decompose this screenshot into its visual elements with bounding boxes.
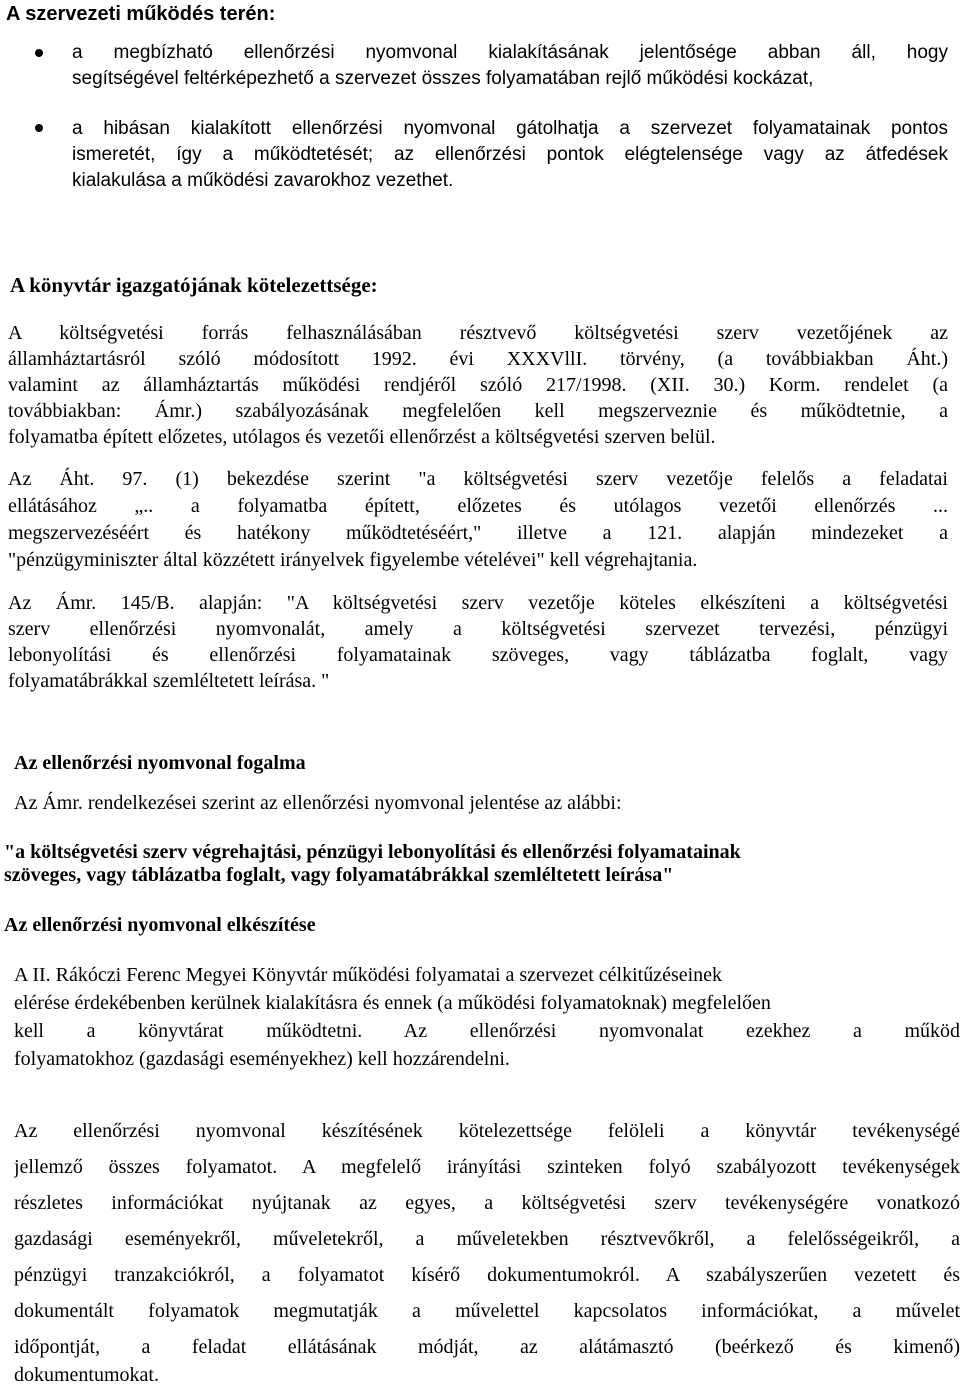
para-konyvtar-line-2: elérése érdekébenben kerülnek kialakításra és ennek (a működési folyamatoknak) megfelelően xyxy=(14,992,771,1014)
bullet-2-line-2: ismeretét, így a működtetését; az ellenőrzési pontok elégtelensége vagy az átfedések xyxy=(72,144,948,165)
para-konyvtar-line-1: A II. Rákóczi Ferenc Megyei Könyvtár működési folyamatai a szervezet célkitűzéseinek xyxy=(14,964,723,986)
para-kotelezettseg2-line-1: Az ellenőrzési nyomvonal készítésének kötelezettsége felöleli a könyvtár tevékenységé xyxy=(14,1120,960,1142)
para-kotelezettseg2-line-5: pénzügyi tranzakciókról, a folyamatot kísérő dokumentumokról. A szabályszerűen vezetett és xyxy=(14,1264,960,1286)
para-kotelezettseg-line-3: valamint az államháztartás működési rendjéről szóló 217/1998. (XII. 30.) Korm. rendelet (a xyxy=(8,374,948,396)
para-amr-line-2: szerv ellenőrzési nyomvonalát, amely a költségvetési szervezet tervezési, pénzügyi xyxy=(8,618,948,640)
para-kotelezettseg-line-2: államháztartásról szóló módosított 1992. évi XXXVllI. törvény, (a továbbiakban Áht.) xyxy=(8,348,948,370)
para-aht-line-1: Az Áht. 97. (1) bekezdése szerint "a költségvetési szerv vezetője felelős a feladatai xyxy=(8,468,948,490)
bullet-2-line-3: kialakulása a működési zavarokhoz vezethet. xyxy=(72,170,454,191)
section-heading-nyomvonal-fogalma: Az ellenőrzési nyomvonal fogalma xyxy=(14,752,306,774)
para-aht-line-4: "pénzügyminiszter által közzétett irányelvek figyelembe vételévei" kell végrehajtania. xyxy=(8,549,698,571)
para-amr-line-4: folyamatábrákkal szemléltetett leírása. " xyxy=(8,670,330,692)
section-heading-igazgato-kotelezettsege: A könyvtár igazgatójának kötelezettsége: xyxy=(10,273,378,297)
definition-quote-line-1: "a költségvetési szerv végrehajtási, pénzügyi lebonyolítási és ellenőrzési folyamatainak xyxy=(4,841,741,863)
para-kotelezettseg2-line-4: gazdasági eseményekről, műveletekről, a műveletekben résztvevőkről, a felelősségeikről, a xyxy=(14,1228,960,1250)
bullet-dot xyxy=(35,124,43,132)
para-kotelezettseg2-line-6: dokumentált folyamatok megmutatják a művelettel kapcsolatos információkat, a művelet xyxy=(14,1300,960,1322)
bullet-1-line-1: a megbízható ellenőrzési nyomvonal kialakításának jelentősége abban áll, hogy xyxy=(72,42,948,63)
para-kotelezettseg2-line-3: részletes információkat nyújtanak az egyes, a költségvetési szerv tevékenységére vonatkozó xyxy=(14,1192,960,1214)
bullet-1-line-2: segítségével feltérképezhető a szervezet összes folyamatában rejlő működési kockázat, xyxy=(72,68,814,89)
para-aht-line-3: megszervezéséért és hatékony működtetéséért," illetve a 121. alapján mindezeket a xyxy=(8,522,948,544)
bullet-dot xyxy=(35,49,43,57)
para-kotelezettseg-line-5: folyamatba épített előzetes, utólagos és vezetői ellenőrzést a költségvetési szerven belül. xyxy=(8,426,716,448)
para-amr-line-1: Az Ámr. 145/B. alapján: "A költségvetési szerv vezetője köteles elkészíteni a költségvetési xyxy=(8,592,948,614)
para-konyvtar-line-4: folyamatokhoz (gazdasági eseményekhez) kell hozzárendelni. xyxy=(14,1048,510,1070)
para-kotelezettseg2-line-7: időpontját, a feladat ellátásának módját, az alátámasztó (beérkező és kimenő) xyxy=(14,1336,960,1358)
definition-quote-line-2: szöveges, vagy táblázatba foglalt, vagy folyamatábrákkal szemléltetett leírása" xyxy=(4,864,674,886)
para-aht-line-2: ellátásához „.. a folyamatba épített, előzetes és utólagos vezetői ellenőrzés ... xyxy=(8,495,948,517)
para-kotelezettseg2-line-2: jellemző összes folyamatot. A megfelelő irányítási szinteken folyó szabályozott tevékenységek xyxy=(14,1156,960,1178)
bullet-2-line-1: a hibásan kialakított ellenőrzési nyomvonal gátolhatja a szervezet folyamatainak pontos xyxy=(72,118,948,139)
para-amr-line-3: lebonyolítási és ellenőrzési folyamatainak szöveges, vagy táblázatba foglalt, vagy xyxy=(8,644,948,666)
para-kotelezettseg-line-4: továbbiakban: Ámr.) szabályozásának megfelelően kell megszerveznie és működtetnie, a xyxy=(8,400,948,422)
section-heading-nyomvonal-elkeszitese: Az ellenőrzési nyomvonal elkészítése xyxy=(4,914,316,936)
para-kotelezettseg-line-1: A költségvetési forrás felhasználásában résztvevő költségvetési szerv vezetőjének az xyxy=(8,322,948,344)
section-heading-szervezeti-mukodes: A szervezeti működés terén: xyxy=(6,3,276,25)
definition-intro: Az Ámr. rendelkezései szerint az ellenőrzési nyomvonal jelentése az alábbi: xyxy=(14,792,622,814)
para-kotelezettseg2-line-8: dokumentumokat. xyxy=(14,1364,159,1386)
para-konyvtar-line-3: kell a könyvtárat működtetni. Az ellenőrzési nyomvonalat ezekhez a működ xyxy=(14,1020,960,1042)
